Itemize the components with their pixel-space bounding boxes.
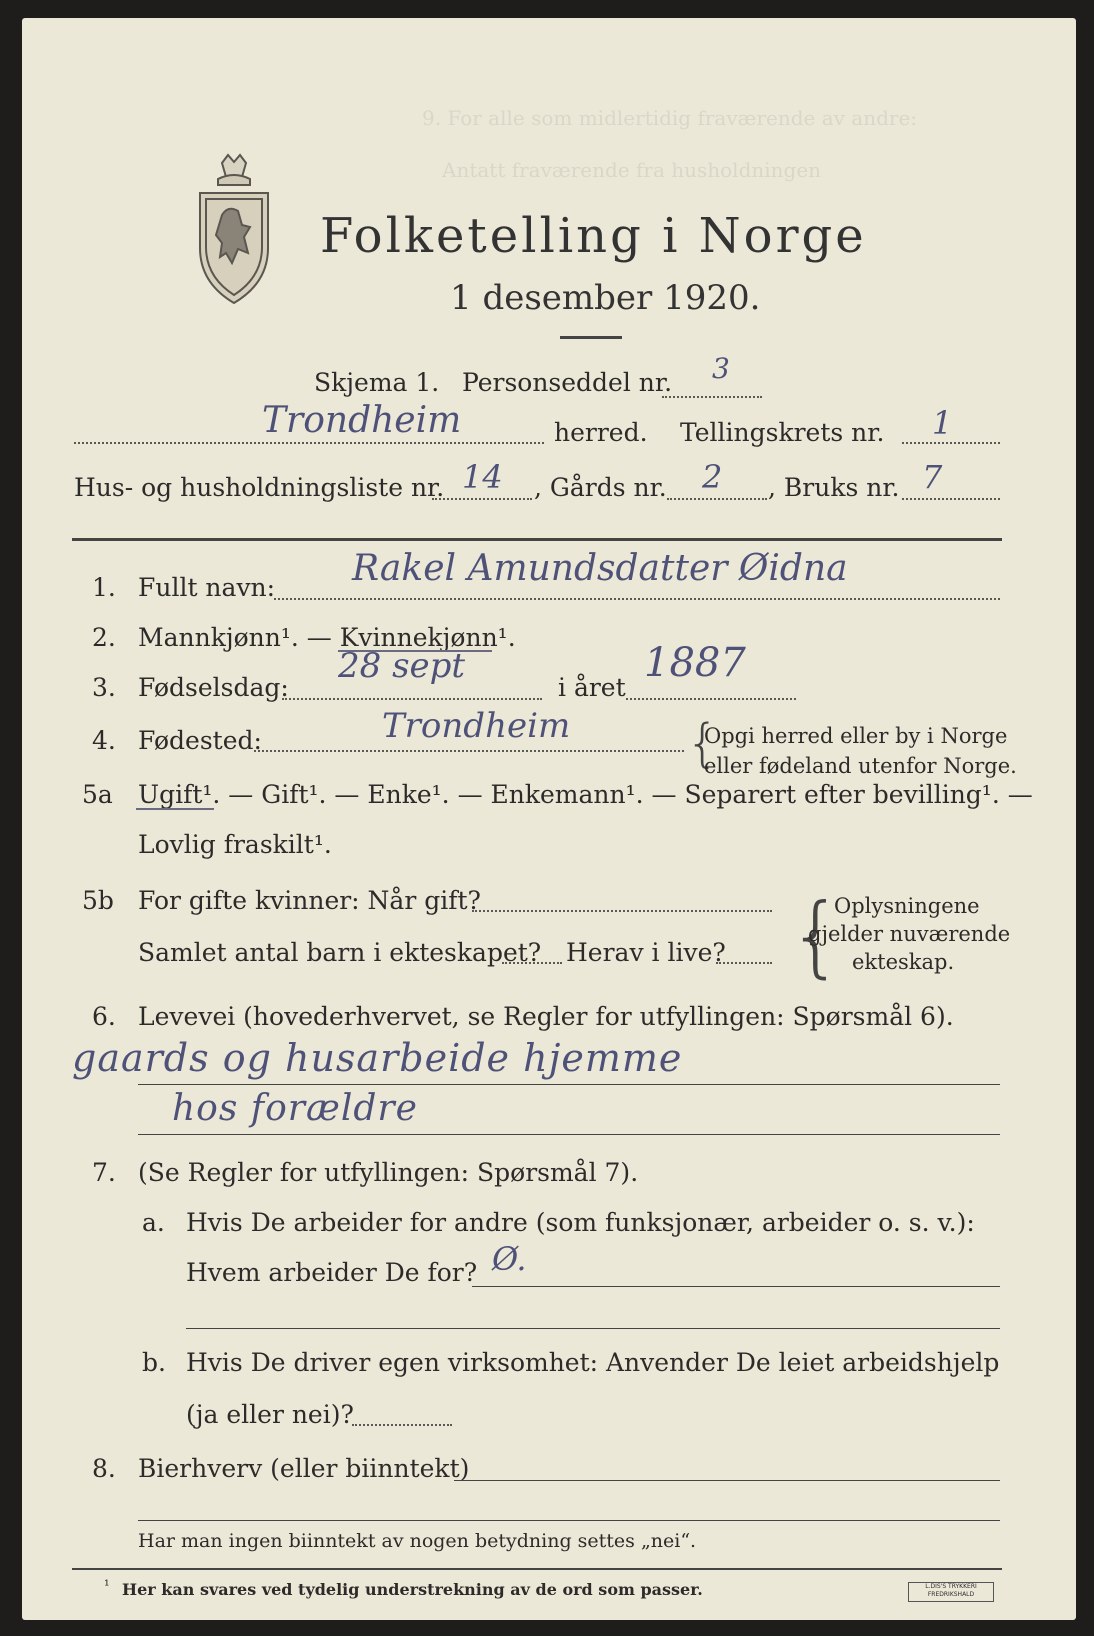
- gards-label: , Gårds nr.: [534, 473, 667, 502]
- hus-line: [432, 498, 532, 500]
- q2-number: 2.: [92, 623, 116, 652]
- printer-stamp: L.DIS'S TRYKKERI FREDRIKSHALD: [908, 1582, 994, 1602]
- q5b-note-2: gjelder nuværende: [808, 922, 1011, 946]
- hus-value: 14: [462, 458, 503, 496]
- q8-line-1: [454, 1480, 1000, 1481]
- q8-line-2: [138, 1520, 1000, 1521]
- personseddel-label: Personseddel nr.: [462, 368, 673, 397]
- q7b-label-2: (ja eller nei)?: [186, 1400, 354, 1429]
- q4-label: Fødested:: [138, 726, 262, 755]
- title-divider: [560, 336, 622, 339]
- bruks-line: [902, 498, 1000, 500]
- q7a-value: Ø.: [492, 1240, 527, 1278]
- q3-year-label: i året: [558, 673, 626, 702]
- q4-note-1: Opgi herred eller by i Norge: [704, 724, 1008, 748]
- q3-year-value: 1887: [644, 640, 746, 686]
- q2-label: Mannkjønn¹. — Kvinnekjønn¹.: [138, 623, 516, 652]
- hus-label: Hus- og husholdningsliste nr.: [74, 473, 445, 502]
- q7a-letter: a.: [142, 1208, 165, 1237]
- q3-value: 28 sept: [338, 646, 466, 686]
- personseddel-line: [662, 396, 762, 398]
- q7b-letter: b.: [142, 1348, 166, 1377]
- q1-number: 1.: [92, 573, 116, 602]
- q6-value-1: gaards og husarbeide hjemme: [72, 1036, 683, 1080]
- q3-label: Fødselsdag:: [138, 673, 289, 702]
- q6-label: Levevei (hovederhvervet, se Regler for utfyllingen: Spørsmål 6).: [138, 1002, 954, 1031]
- herred-label: herred.: [554, 418, 648, 447]
- footer-divider: [72, 1568, 1002, 1570]
- norway-coat-of-arms-icon: [192, 153, 277, 308]
- q5b-label-2: Samlet antal barn i ekteskapet?: [138, 938, 542, 967]
- bruks-label: , Bruks nr.: [768, 473, 900, 502]
- q7-number: 7.: [92, 1158, 116, 1187]
- q3-year-line: [626, 698, 796, 700]
- bleed-through-2: Antatt fraværende fra husholdningen: [442, 158, 822, 182]
- q4-note-2: eller fødeland utenfor Norge.: [704, 754, 1017, 778]
- footnote-mark: ¹: [104, 1578, 110, 1594]
- q7b-line: [352, 1424, 452, 1426]
- q6-number: 6.: [92, 1002, 116, 1031]
- tellingskrets-line: [902, 442, 1000, 444]
- q1-label: Fullt navn:: [138, 573, 276, 602]
- q5a-label: Ugift¹. — Gift¹. — Enke¹. — Enkemann¹. — Separert efter bevilling¹. —: [138, 780, 1033, 809]
- gards-value: 2: [702, 458, 723, 496]
- q5b-label-3: Herav i live?: [566, 938, 726, 967]
- q5a-label-2: Lovlig fraskilt¹.: [138, 830, 332, 859]
- tellingskrets-label: Tellingskrets nr.: [680, 418, 885, 447]
- census-date: 1 desember 1920.: [450, 278, 761, 318]
- q4-line: [254, 750, 684, 752]
- q5b-label: For gifte kvinner: Når gift?: [138, 886, 481, 915]
- q8-note: Har man ingen biinntekt av nogen betydning settes „nei“.: [138, 1530, 697, 1552]
- q1-value: Rakel Amundsdatter Øidna: [352, 548, 848, 589]
- header-divider: [72, 538, 1002, 541]
- q7a-line-1: [472, 1286, 1000, 1287]
- herred-value: Trondheim: [262, 400, 462, 441]
- q7a-line-2: [186, 1328, 1000, 1329]
- schema-label: Skjema 1.: [314, 368, 440, 397]
- bleed-through-1: 9. For alle som midlertidig fraværende av andre:: [422, 106, 918, 130]
- q6-line-1: [138, 1084, 1000, 1085]
- q4-value: Trondheim: [382, 706, 571, 746]
- herred-line: [74, 442, 544, 444]
- q4-number: 4.: [92, 726, 116, 755]
- q7-label: (Se Regler for utfyllingen: Spørsmål 7).: [138, 1158, 639, 1187]
- q5b-number: 5b: [82, 886, 114, 915]
- q3-line: [282, 698, 542, 700]
- q5a-number: 5a: [82, 780, 113, 809]
- form-title: Folketelling i Norge: [320, 208, 867, 264]
- q4-brace: {: [686, 714, 720, 774]
- q7a-label-2: Hvem arbeider De for?: [186, 1258, 478, 1287]
- q5a-underline: [136, 808, 214, 810]
- q7a-label: Hvis De arbeider for andre (som funksjonær, arbeider o. s. v.):: [186, 1208, 975, 1237]
- q6-value-2: hos forældre: [172, 1088, 418, 1129]
- q5b-note-3: ekteskap.: [852, 950, 955, 974]
- tellingskrets-value: 1: [932, 404, 953, 442]
- q8-number: 8.: [92, 1454, 116, 1483]
- census-form: [22, 18, 1076, 1620]
- footnote-text: Her kan svares ved tydelig understrekning av de ord som passer.: [122, 1580, 703, 1599]
- bruks-value: 7: [922, 458, 943, 496]
- q5b-line-1: [472, 910, 772, 912]
- q6-line-2: [138, 1134, 1000, 1135]
- q5b-line-3: [716, 962, 772, 964]
- personseddel-value: 3: [712, 352, 730, 385]
- q7b-label: Hvis De driver egen virksomhet: Anvender De leiet arbeidshjelp: [186, 1348, 1000, 1377]
- gards-line: [667, 498, 767, 500]
- q5b-brace: {: [788, 884, 844, 987]
- q8-label: Bierhverv (eller biinntekt): [138, 1454, 470, 1483]
- q1-line: [274, 598, 1000, 600]
- q5b-line-2: [502, 962, 562, 964]
- q5b-note-1: Oplysningene: [834, 894, 980, 918]
- q3-number: 3.: [92, 673, 116, 702]
